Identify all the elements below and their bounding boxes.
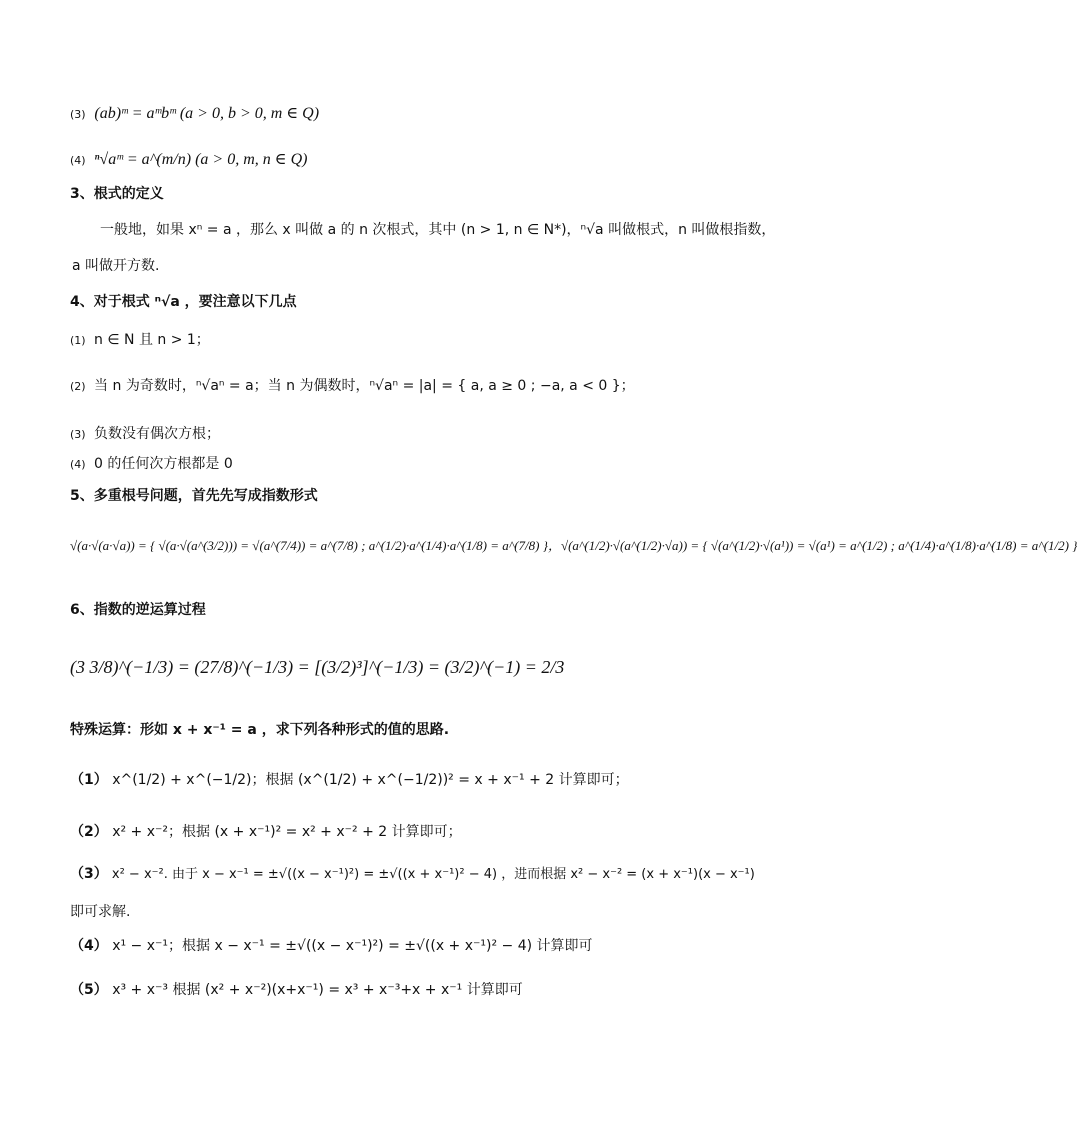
section-3-title: 3、根式的定义 — [70, 186, 164, 202]
special-item-2-text: x² + x⁻²；根据 (x + x⁻¹)² = x² + x⁻² + 2 计算即可； — [112, 824, 462, 840]
section-4-item-3 — [70, 426, 220, 444]
section-3-body-line-1: 一般地，如果 xⁿ = a ，那么 x 叫做 a 的 n 次根式，其中 (n > 1, n ∈ N*)，ⁿ√a 叫做根式，n 叫做根指数， — [100, 222, 776, 238]
rule-4-label: (4) — [70, 154, 86, 167]
special-item-3-cont-text: 即可求解. — [70, 904, 131, 920]
section-4-title: 4、对于根式 ⁿ√a ，要注意以下几点 — [70, 294, 297, 310]
special-item-5-text: x³ + x⁻³ 根据 (x² + x⁻²)(x+x⁻¹) = x³ + x⁻³+x + x⁻¹ 计算即可 — [112, 982, 523, 998]
item-2-text: 当 n 为奇数时，ⁿ√aⁿ = a；当 n 为偶数时，ⁿ√aⁿ = |a| = { a, a ≥ 0 ; −a, a < 0 }； — [94, 378, 635, 394]
rule-3-label: (3) — [70, 108, 86, 121]
item-1-text: n ∈ N 且 n > 1； — [94, 332, 210, 348]
special-item-4-num: （4） — [70, 938, 108, 954]
section-5-title: 5、多重根号问题，首先先写成指数形式 — [70, 488, 318, 504]
section-6-title: 6、指数的逆运算过程 — [70, 602, 206, 618]
special-item-5 — [70, 982, 523, 1000]
special-item-2 — [70, 824, 462, 842]
section-4-item-4 — [70, 456, 233, 474]
section-4-item-2 — [70, 378, 635, 396]
special-item-3 — [70, 866, 755, 884]
special-item-2-num: （2） — [70, 824, 108, 840]
item-4-label: (4) — [70, 458, 86, 471]
item-4-text: 0 的任何次方根都是 0 — [94, 456, 233, 472]
special-item-1-num: （1） — [70, 772, 108, 788]
special-item-4 — [70, 938, 593, 956]
rule-3 — [70, 104, 319, 124]
section-6-formula: (3 3/8)^(−1/3) = (27/8)^(−1/3) = [(3/2)³]^(−1/3) = (3/2)^(−1) = 2/3 — [70, 657, 565, 677]
special-item-5-num: （5） — [70, 982, 108, 998]
item-1-label: (1) — [70, 334, 86, 347]
section-3-body-line-2: a 叫做开方数. — [72, 258, 160, 274]
special-item-3-text: x² − x⁻². 由于 x − x⁻¹ = ±√((x − x⁻¹)²) = ±√((x + x⁻¹)² − 4) ，进而根据 x² − x⁻² = (x + x⁻¹)(x − x⁻¹) — [111, 867, 755, 882]
special-item-3-cont — [70, 904, 130, 922]
item-3-text: 负数没有偶次方根； — [94, 426, 221, 442]
special-item-3-num: （3） — [70, 866, 108, 882]
section-4-item-1 — [70, 332, 210, 350]
rule-3-formula: (ab)ᵐ = aᵐbᵐ (a > 0, b > 0, m ∈ Q) — [94, 105, 320, 122]
special-item-1-text: x^(1/2) + x^(−1/2)；根据 (x^(1/2) + x^(−1/2))² = x + x⁻¹ + 2 计算即可； — [112, 772, 629, 788]
section-5-formula: √(a·√(a·√a)) = { √(a·√(a^(3/2))) = √(a^(7/4)) = a^(7/8) ; a^(1/2)·a^(1/4)·a^(1/8) = a^(7/8) }，√(a^(1/2)·√(a^(1/2)·√a)) = { √(a^(1/2)·√(a¹)) = √(a¹) = a^(1/2) ; a^(1/4)·a^(1/8)·a^(1/8) = a^(1/2) } — [70, 538, 1077, 553]
special-title: 特殊运算：形如 x + x⁻¹ = a ，求下列各种形式的值的思路. — [70, 722, 450, 738]
special-item-4-text: x¹ − x⁻¹；根据 x − x⁻¹ = ±√((x − x⁻¹)²) = ±√((x + x⁻¹)² − 4) 计算即可 — [112, 938, 593, 954]
rule-4-formula: ⁿ√aᵐ = a^(m/n) (a > 0, m, n ∈ Q) — [94, 151, 308, 168]
rule-4 — [70, 150, 307, 170]
item-3-label: (3) — [70, 428, 86, 441]
item-2-label: (2) — [70, 380, 86, 393]
special-item-1 — [70, 772, 629, 790]
